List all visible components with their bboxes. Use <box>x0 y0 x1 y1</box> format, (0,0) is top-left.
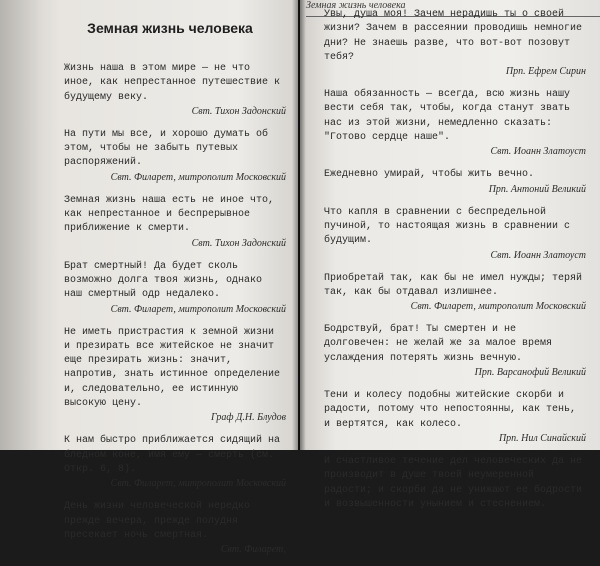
quote-text: Наша обязанность — всегда, всю жизнь нашу вести себя так, чтобы, когда станут звать нас из этой жизни, немедленно сказать: "Готово сердце наше". <box>324 89 571 144</box>
quote-text: Брат смертный! Да будет сколь возможно долга твоя жизнь, однако наш смертный одр недалеко. <box>64 260 263 301</box>
book-gutter <box>292 0 306 450</box>
quote-author: Свт. Филарет, митрополит Московский <box>110 303 286 315</box>
quote-text: Приобретай так, как бы не имел нужды; теряй так, как бы отдавал излишнее. <box>324 272 583 298</box>
quote-text: Не иметь пристрастия к земной жизни и презирать все житейское не значит еще презирать жизнь: значит, напротив, знать истинное определение и, следовательно, ее истинную высокую цену. <box>64 326 281 410</box>
quote-block <box>324 88 586 158</box>
quote-author: Свт. Филарет, митрополит Московский <box>410 301 586 313</box>
left-quotes-column <box>64 62 286 566</box>
quote-block <box>324 206 586 262</box>
quote-author: Прп. Варсанофий Великий <box>474 367 586 379</box>
quote-author: Свт. Тихон Задонский <box>191 105 286 117</box>
quote-text: Что капля в сравнении с беспредельной пучиной, то настоящая жизнь в сравнении с будущим. <box>324 206 571 247</box>
quote-author: Свт. Иоанн Златоуст <box>490 146 586 158</box>
quote-author: Свт. Филарет, митрополит Московский <box>110 171 286 183</box>
quote-text: Жизнь наша в этом мире — не что иное, как непрестанное путешествие к будущему веку. <box>64 63 281 103</box>
quote-block <box>64 128 286 184</box>
quote-text: Ежедневно умирай, чтобы жить вечно. <box>324 169 535 181</box>
quote-author: Прп. Ефрем Сирин <box>505 66 586 78</box>
quote-text: И счастливое течение дел человеческих да не производит в душе твоей неумеренной радости; и скорби да не унижают ее бодрости и возвышенности унынием и стеснением. <box>324 455 583 510</box>
quote-block <box>64 62 286 118</box>
quote-author: Свт. Иоанн Златоуст <box>490 249 586 261</box>
quote-author: Свт. Филарет, <box>220 544 286 556</box>
quote-author: Свт. Тихон Задонский <box>191 237 286 249</box>
quote-block <box>324 389 586 445</box>
quote-block <box>324 272 586 314</box>
right-quotes-column <box>324 8 586 522</box>
quote-text: Увы, душа моя! Зачем нерадишь ты о своей жизни? Зачем в рассеянии проводишь немногие дни? Не знаешь разве, что вот-вот позовут тебя? <box>324 9 583 63</box>
quote-text: День жизни человеческой нередко прежде вечера, прежде полудня пресекает ночь смертная. <box>64 501 251 541</box>
quote-block <box>64 260 286 316</box>
quote-block <box>324 455 586 512</box>
quote-block <box>64 434 286 490</box>
quote-text: Земная жизнь наша есть не иное что, как непрестанное и беспрерывное приближение к смерти. <box>64 194 275 235</box>
quote-block <box>64 500 286 556</box>
quote-author: Свт. Филарет, митрополит Московский <box>110 478 286 490</box>
quote-block <box>64 194 286 250</box>
quote-block <box>324 323 586 379</box>
page-shadow <box>0 0 60 450</box>
quote-text: К нам быстро приближается сидящий на бледном коне, имя ему — смерть (см. Откр. 6, 8). <box>64 435 281 475</box>
quote-author: Прп. Нил Синайский <box>498 432 586 444</box>
chapter-title: Земная жизнь человека <box>87 20 253 36</box>
quote-text: На пути мы все, и хорошо думать об этом, чтобы не забыть путевых распоряжений. <box>64 128 269 169</box>
quote-block <box>64 326 286 425</box>
quote-block <box>324 8 586 78</box>
running-head: Земная жизнь человека <box>306 0 406 11</box>
quote-author: Граф Д.Н. Блудов <box>210 412 286 424</box>
quote-text: Бодрствуй, брат! Ты смертен и не долговечен: не желай же за малое время услаждения потерять жизнь вечную. <box>324 324 553 364</box>
quote-author: Прп. Антоний Великий <box>488 183 586 195</box>
quote-block <box>324 168 586 195</box>
quote-text: Тени и колесу подобны житейские скорби и радости, потому что непостоянны, как тень, и вертятся, как колесо. <box>324 390 577 430</box>
